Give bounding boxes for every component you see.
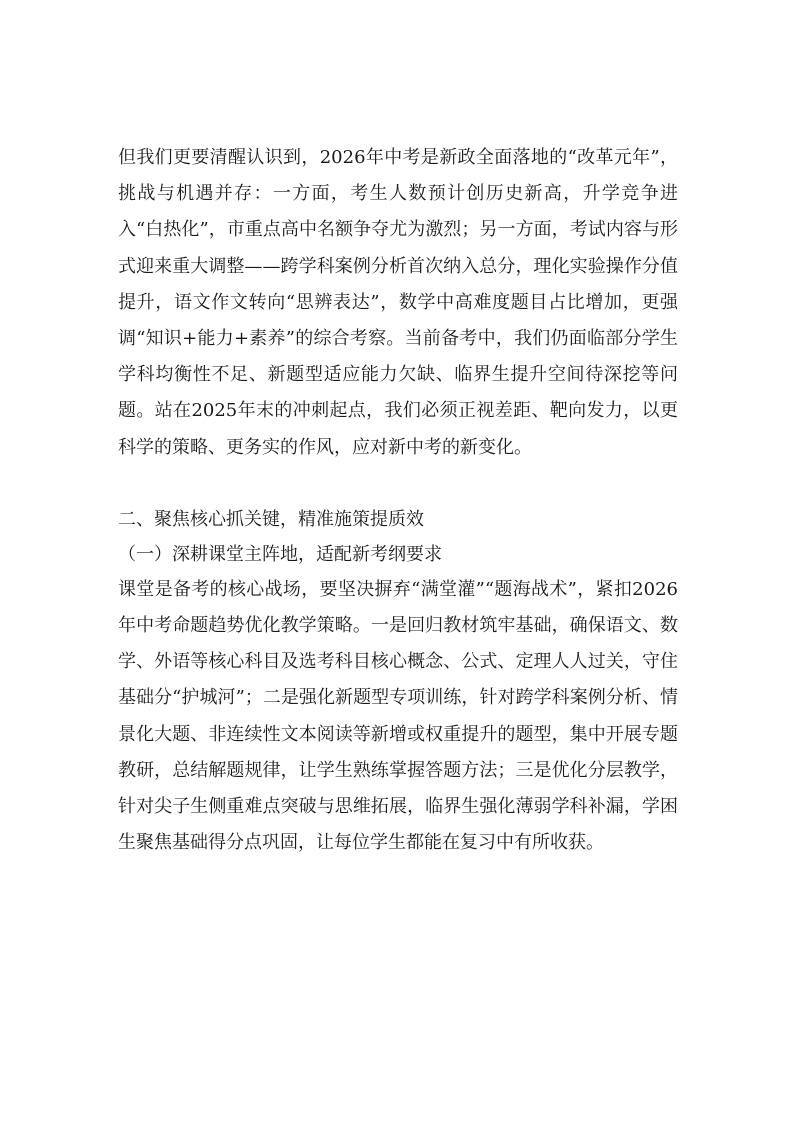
paragraph-spacer <box>118 466 678 502</box>
paragraph-challenges: 但我们更要清醒认识到，2026年中考是新政全面落地的“改革元年”，挑战与机遇并存：一方面，考生人数预计创历史新高，升学竞争进入“白热化”，市重点高中名额争夺尤为激烈；另一方面，考试内容与形式迎来重大调整——跨学科案例分析首次纳入总分，理化实验操作分值提升，语文作文转向“思辨表达”，数学中高难度题目占比增加，更强调“知识+能力+素养”的综合考察。当前备考中，我们仍面临部分学生学科均衡性不足、新题型适应能力欠缺、临界生提升空间待深挖等问题。站在2025年末的冲刺起点，我们必须正视差距、靶向发力，以更科学的策略、更务实的作风，应对新中考的新变化。 <box>118 147 678 458</box>
paragraph-classroom: 课堂是备考的核心战场，要坚决摒弃“满堂灌”“题海战术”，紧扣2026年中考命题趋势优化教学策略。一是回归教材筑牢基础，确保语文、数学、外语等核心科目及选考科目核心概念、公式、定理人人过关，守住基础分“护城河”；二是强化新题型专项训练，针对跨学科案例分析、情景化大题、非连续性文本阅读等新增或权重提升的题型，集中开展专题教研，总结解题规律，让学生熟练掌握答题方法；三是优化分层教学，针对尖子生侧重难点突破与思维拓展，临界生强化薄弱学科补漏，学困生聚焦基础得分点巩固，让每位学生都能在复习中有所收获。 <box>118 578 678 854</box>
section-heading: 二、聚焦核心抓关键，精准施策提质效 <box>118 508 424 530</box>
document-body <box>118 140 678 861</box>
subsection-heading: （一）深耕课堂主阵地，适配新考纲要求 <box>118 543 442 565</box>
